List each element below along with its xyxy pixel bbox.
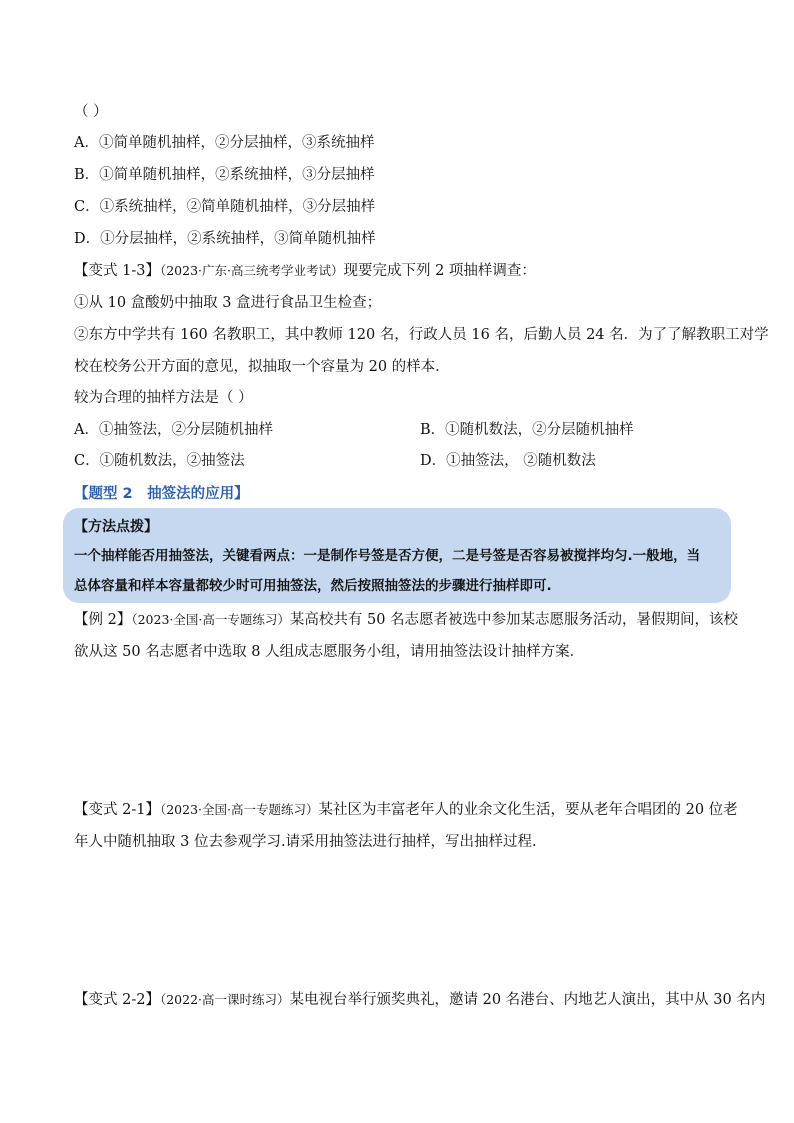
source-annotation: （2023·全国·高一专题练习） [159,802,319,817]
option-b: B．①随机数法，②分层随机抽样 [420,422,634,438]
option-d: D．①分层抽样，②系统抽样，③简单随机抽样 [74,231,376,247]
option-c: C．①系统抽样，②简单随机抽样，③分层抽样 [74,199,376,215]
variant-tag: 【变式 2-2】 [74,992,160,1008]
question-text: 某电视台举行颁奖典礼，邀请 20 名港台、内地艺人演出，其中从 30 名内 [289,992,766,1008]
tip-line-2: 总体容量和样本容量都较少时可用抽签法，然后按照抽签法的步骤进行抽样即可. [74,578,552,594]
method-tip-box [63,508,731,603]
question-text: 某社区为丰富老年人的业余文化生活，要从老年合唱团的 20 位老 [318,802,738,818]
source-annotation: （2022·高一课时练习） [159,992,290,1007]
variant-1-3-item-1: ①从 10 盒酸奶中抽取 3 盒进行食品卫生检查； [74,295,382,311]
option-row-cd [74,451,734,471]
variant-1-3-header [74,261,536,281]
variant-tag: 【变式 1-3】 [74,263,160,279]
variant-1-3-item-2: ②东方中学共有 160 名教职工，其中教师 120 名，行政人员 16 名，后勤人员 24 名．为了了解教职工对学 [74,327,769,343]
section-title: 【题型 2 抽签法的应用】 [74,486,249,502]
source-annotation: （2023·全国·高一专题练习） [131,612,290,627]
option-c: C．①随机数法，②抽签法 [74,453,245,469]
example-2-line-1 [74,610,738,630]
option-row-ab [74,420,734,440]
answer-parentheses: （ ） [74,104,108,120]
option-b: B．①简单随机抽样，②系统抽样，③分层抽样 [74,167,375,183]
example-tag: 【例 2】 [74,612,132,628]
question-text: 现要完成下列 2 项抽样调查： [343,263,536,279]
source-annotation: （2023·广东·高三统考学业考试） [159,263,344,278]
example-2-line-2: 欲从这 50 名志愿者中选取 8 人组成志愿服务小组，请用抽签法设计抽样方案． [74,644,585,660]
variant-tag: 【变式 2-1】 [74,802,160,818]
variant-2-1-line-2: 年人中随机抽取 3 位去参观学习.请采用抽签法进行抽样，写出抽样过程. [74,834,537,850]
option-a: A．①抽签法，②分层随机抽样 [74,422,273,438]
question-text: 某高校共有 50 名志愿者被选中参加某志愿服务活动，暑假期间，该校 [289,612,739,628]
variant-1-3-question: 较为合理的抽样方法是（ ） [74,390,253,406]
variant-1-3-item-2-cont: 校在校务公开方面的意见，拟抽取一个容量为 20 的样本． [74,359,450,375]
option-d: D．①抽签法， ②随机数法 [420,453,596,469]
tip-title: 【方法点拨】 [74,519,158,535]
variant-2-1-line-1 [74,800,738,820]
option-a: A．①简单随机抽样，②分层抽样，③系统抽样 [74,135,375,151]
variant-2-2-line-1 [74,990,765,1010]
tip-line-1: 一个抽样能否用抽签法，关键看两点：一是制作号签是否方便，二是号签是否容易被搅拌均匀.一般地，当 [74,548,701,564]
